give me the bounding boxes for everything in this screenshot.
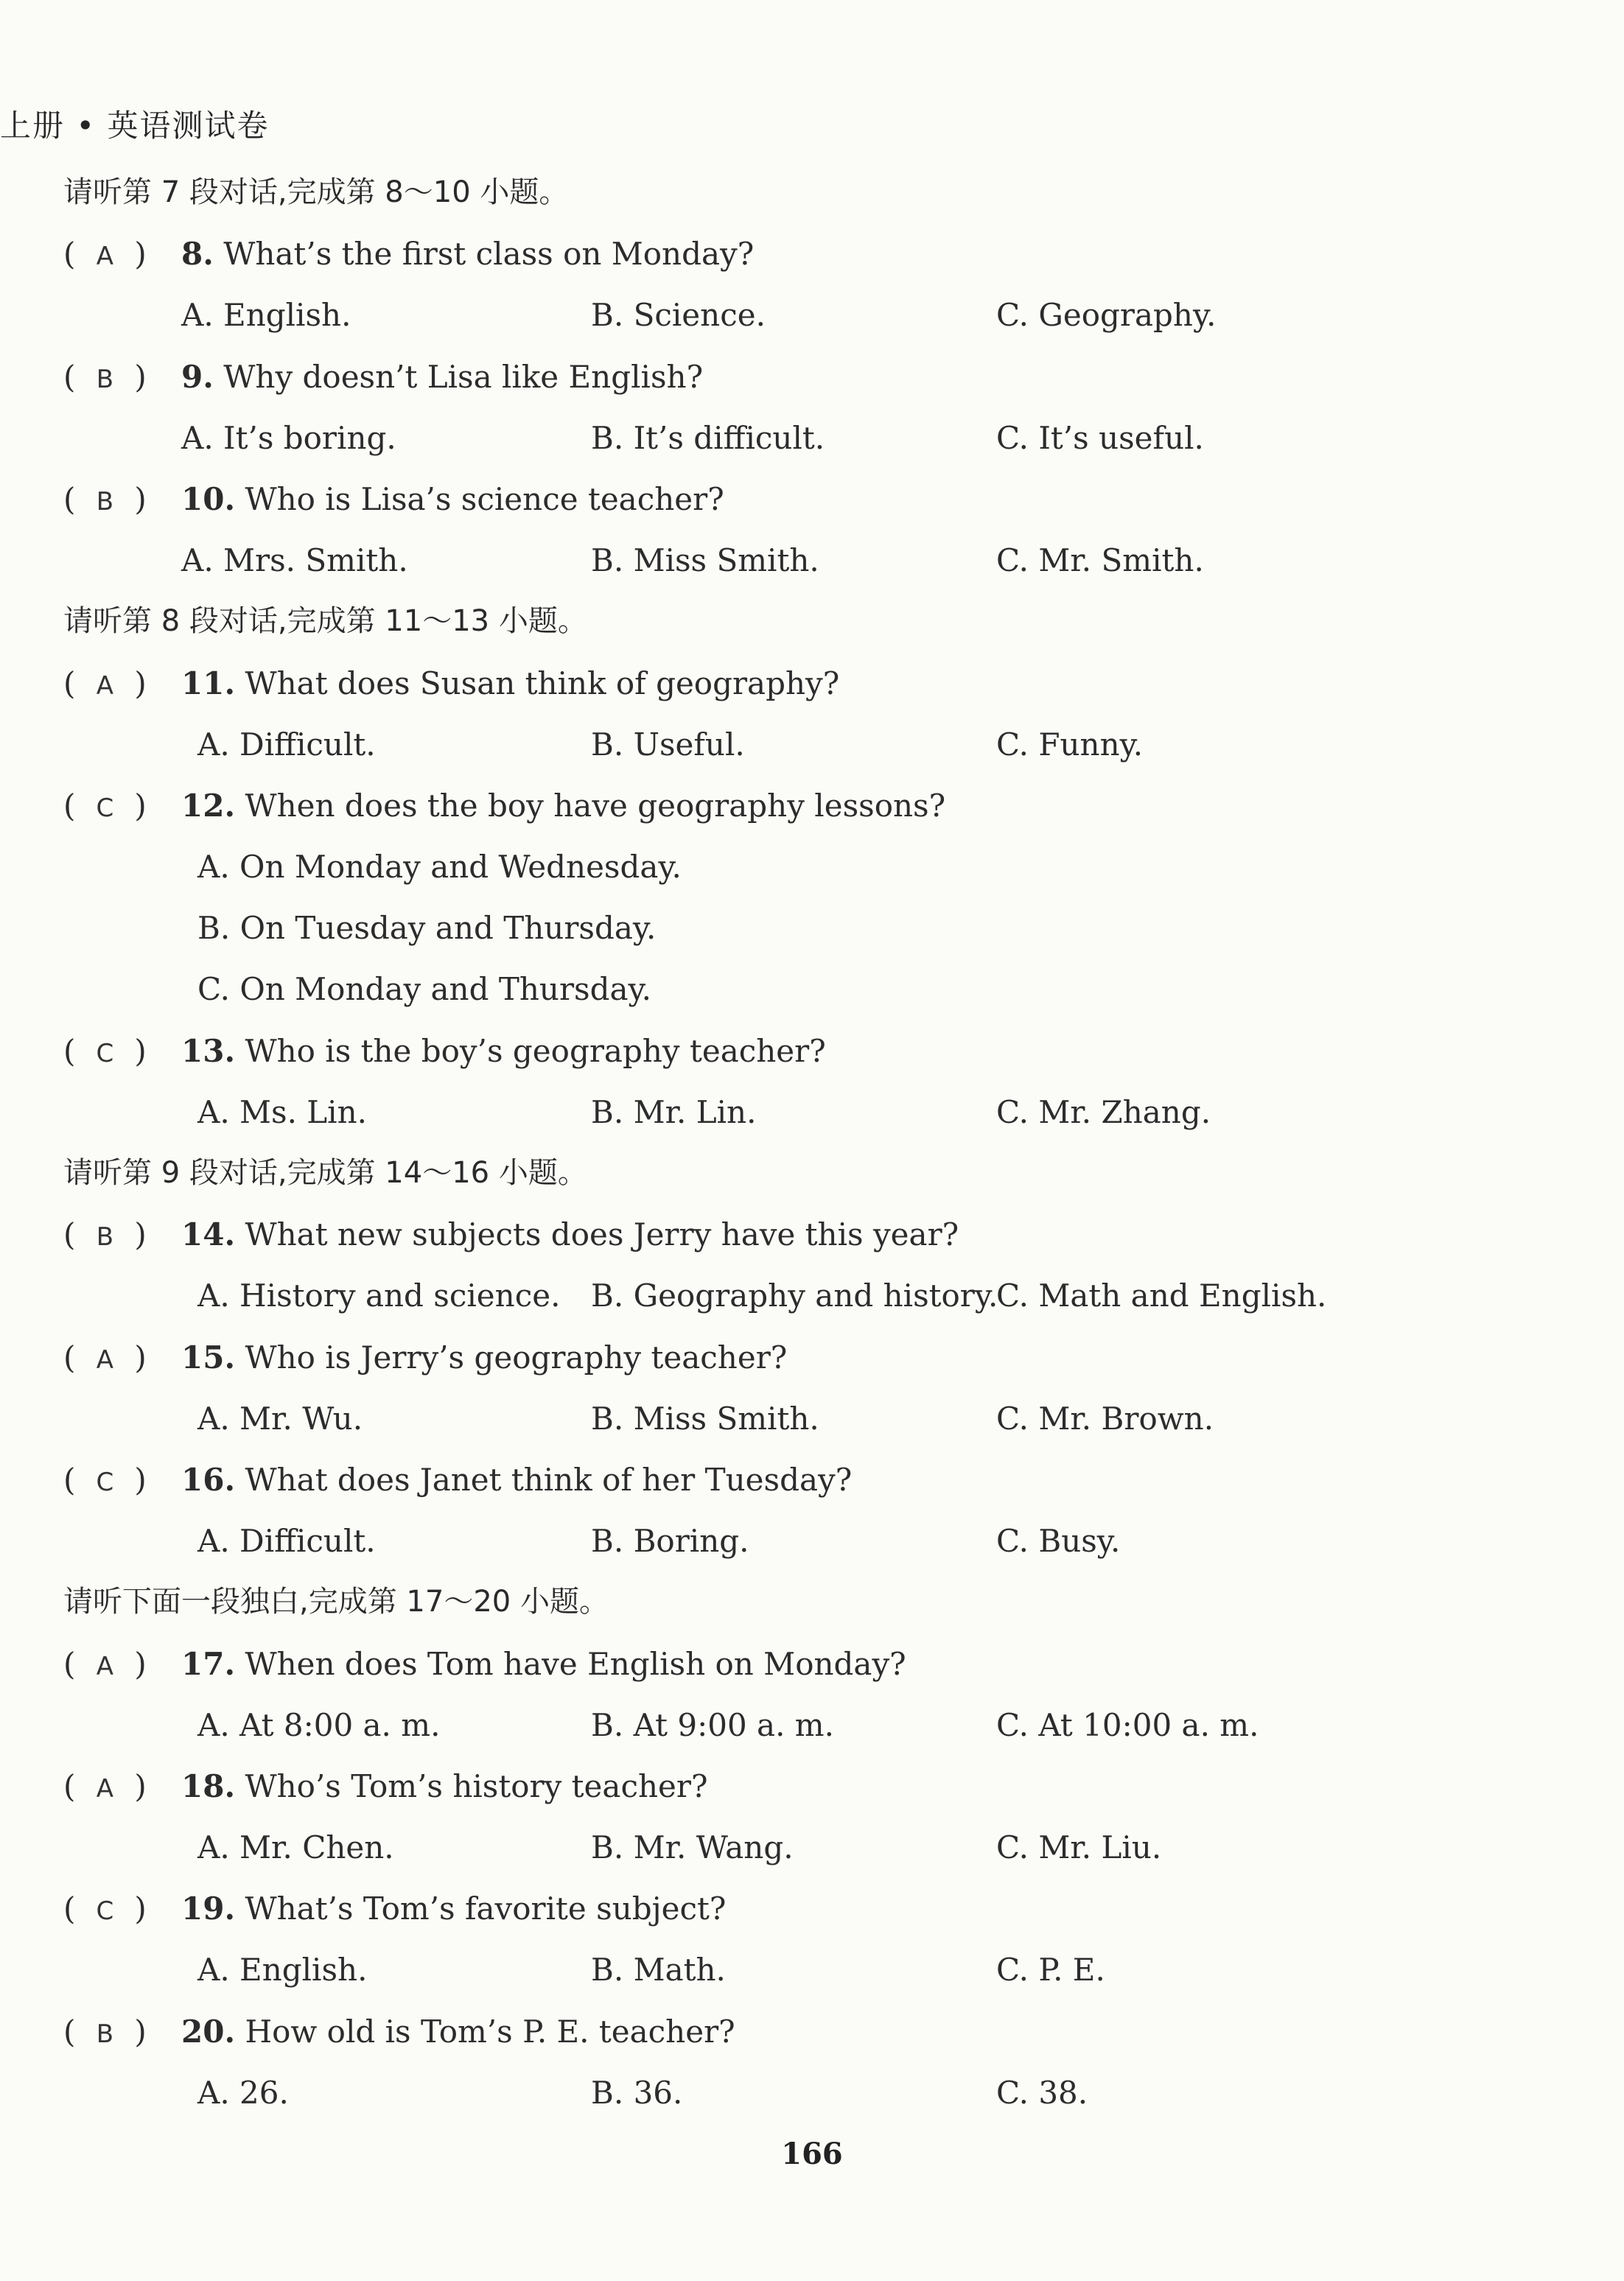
options-row <box>63 1695 1581 1756</box>
option-a: A. 26. <box>197 2074 289 2111</box>
answer-bracket: ( B ) <box>63 1204 181 1268</box>
option-c: C. Funny. <box>996 726 1144 763</box>
option-b: B. Math. <box>591 1952 726 1989</box>
answer-bracket: ( B ) <box>63 346 181 410</box>
options-row <box>63 1939 1581 2000</box>
question-text: When does the boy have geography lessons? <box>245 787 946 824</box>
answer-letter: C <box>96 1038 114 1068</box>
options-row <box>63 530 1581 591</box>
answer-letter: A <box>96 1651 114 1681</box>
question-number: 19. <box>181 1891 236 1927</box>
options-row <box>63 714 1581 775</box>
question-text: Who’s Tom’s history teacher? <box>245 1767 708 1804</box>
options-row <box>63 1388 1581 1449</box>
option-a: A. Difficult. <box>197 1523 376 1560</box>
question-line <box>63 469 1581 530</box>
question-text: Who is the boy’s geography teacher? <box>245 1032 826 1069</box>
question-number: 11. <box>181 665 236 701</box>
option-c: C. Mr. Zhang. <box>996 1093 1211 1130</box>
section-instruction: 请听第 8 段对话,完成第 11～13 小题。 <box>63 604 587 639</box>
answer-letter: B <box>96 2019 114 2049</box>
question-line <box>63 223 1581 284</box>
answer-bracket: ( C ) <box>63 1020 181 1085</box>
answer-letter: B <box>96 1222 114 1252</box>
answer-letter: C <box>96 1467 114 1497</box>
options-row <box>63 1265 1581 1326</box>
option-c: C. Mr. Smith. <box>996 542 1204 579</box>
option-c: C. Mr. Liu. <box>996 1829 1162 1866</box>
question-text: How old is Tom’s P. E. teacher? <box>245 2013 735 2050</box>
question-number: 15. <box>181 1339 236 1376</box>
options-row <box>63 1817 1581 1878</box>
option-c: C. At 10:00 a. m. <box>996 1706 1259 1743</box>
option-a: A. Mr. Chen. <box>197 1829 394 1866</box>
option-c: C. 38. <box>996 2074 1088 2111</box>
question-line <box>63 1756 1581 1817</box>
question-text: When does Tom have English on Monday? <box>245 1645 906 1682</box>
option-b: B. It’s difficult. <box>591 419 825 456</box>
option-a: A. On Monday and Wednesday. <box>197 849 682 886</box>
question-line <box>63 653 1581 714</box>
question-number: 17. <box>181 1645 236 1682</box>
answer-bracket: ( A ) <box>63 1633 181 1697</box>
answer-bracket: ( C ) <box>63 1449 181 1513</box>
question-line <box>63 1327 1581 1388</box>
options-row <box>63 1510 1581 1572</box>
option-b: B. Science. <box>591 297 766 334</box>
answer-letter: A <box>96 1773 114 1804</box>
answer-letter: B <box>96 486 114 516</box>
question-line <box>63 2001 1581 2062</box>
question-number: 12. <box>181 787 236 824</box>
option-b: B. Geography and history. <box>591 1278 998 1314</box>
answer-letter: C <box>96 793 114 823</box>
option-a: A. Difficult. <box>197 726 376 763</box>
question-number: 18. <box>181 1767 236 1804</box>
question-number: 14. <box>181 1216 236 1253</box>
option-c: C. Mr. Brown. <box>996 1400 1214 1437</box>
question-number: 8. <box>181 236 214 273</box>
answer-bracket: ( C ) <box>63 775 181 839</box>
answer-bracket: ( C ) <box>63 1878 181 1942</box>
option-b: B. Boring. <box>591 1523 749 1560</box>
answer-letter: A <box>96 1345 114 1375</box>
option-b: B. Mr. Wang. <box>591 1829 794 1866</box>
answer-bracket: ( B ) <box>63 469 181 533</box>
question-line <box>63 1449 1581 1510</box>
options-row <box>63 284 1581 346</box>
question-text: Who is Jerry’s geography teacher? <box>245 1339 788 1376</box>
option-a: A. It’s boring. <box>181 419 396 456</box>
option-c: C. It’s useful. <box>996 419 1204 456</box>
answer-letter: A <box>96 242 114 272</box>
question-text: What new subjects does Jerry have this year? <box>245 1216 959 1253</box>
options-row <box>63 407 1581 469</box>
page-header: 上册 • 英语测试卷 <box>0 108 270 144</box>
answer-letter: B <box>96 364 114 394</box>
option-a: A. At 8:00 a. m. <box>197 1706 441 1743</box>
option-c: C. On Monday and Thursday. <box>197 971 652 1008</box>
option-b: B. Miss Smith. <box>591 1400 819 1437</box>
question-text: What’s the first class on Monday? <box>223 236 755 273</box>
answer-bracket: ( A ) <box>63 223 181 287</box>
option-b: B. 36. <box>591 2074 683 2111</box>
page-number: 166 <box>781 2137 843 2171</box>
option-b: B. Miss Smith. <box>591 542 819 579</box>
answer-bracket: ( A ) <box>63 653 181 717</box>
option-b: B. On Tuesday and Thursday. <box>197 910 657 947</box>
question-number: 13. <box>181 1032 236 1069</box>
option-c: C. Math and English. <box>996 1278 1327 1314</box>
section-instruction: 请听第 7 段对话,完成第 8～10 小题。 <box>63 175 569 209</box>
section-instruction: 请听下面一段独白,完成第 17～20 小题。 <box>63 1585 609 1619</box>
answer-letter: A <box>96 670 114 701</box>
question-text: What’s Tom’s favorite subject? <box>245 1891 727 1927</box>
option-a: A. Mrs. Smith. <box>181 542 408 579</box>
question-number: 16. <box>181 1461 236 1498</box>
options-row <box>63 2062 1581 2123</box>
question-line <box>63 775 1581 836</box>
option-c: C. Busy. <box>996 1523 1121 1560</box>
answer-bracket: ( A ) <box>63 1756 181 1820</box>
question-number: 20. <box>181 2013 236 2050</box>
answer-bracket: ( B ) <box>63 2001 181 2065</box>
question-list <box>63 162 1581 2123</box>
option-b: B. Useful. <box>591 726 745 763</box>
option-c: C. Geography. <box>996 297 1217 334</box>
option-a: A. History and science. <box>197 1278 561 1314</box>
options-row <box>63 1082 1581 1143</box>
answer-bracket: ( A ) <box>63 1327 181 1391</box>
option-c: C. P. E. <box>996 1952 1105 1989</box>
option-b: B. Mr. Lin. <box>591 1093 757 1130</box>
question-line <box>63 1633 1581 1695</box>
question-text: What does Susan think of geography? <box>245 665 840 701</box>
section-instruction: 请听第 9 段对话,完成第 14～16 小题。 <box>63 1156 587 1190</box>
question-number: 10. <box>181 480 236 517</box>
question-line <box>63 1020 1581 1082</box>
option-a: A. Mr. Wu. <box>197 1400 363 1437</box>
question-number: 9. <box>181 358 214 395</box>
question-line <box>63 346 1581 407</box>
option-b: B. At 9:00 a. m. <box>591 1706 834 1743</box>
option-a: A. English. <box>181 297 351 334</box>
answer-letter: C <box>96 1896 114 1927</box>
question-text: Who is Lisa’s science teacher? <box>245 480 724 517</box>
question-line <box>63 1204 1581 1265</box>
option-a: A. Ms. Lin. <box>197 1093 368 1130</box>
question-line <box>63 1878 1581 1939</box>
option-a: A. English. <box>197 1952 368 1989</box>
question-text: What does Janet think of her Tuesday? <box>245 1461 853 1498</box>
question-text: Why doesn’t Lisa like English? <box>223 358 704 395</box>
